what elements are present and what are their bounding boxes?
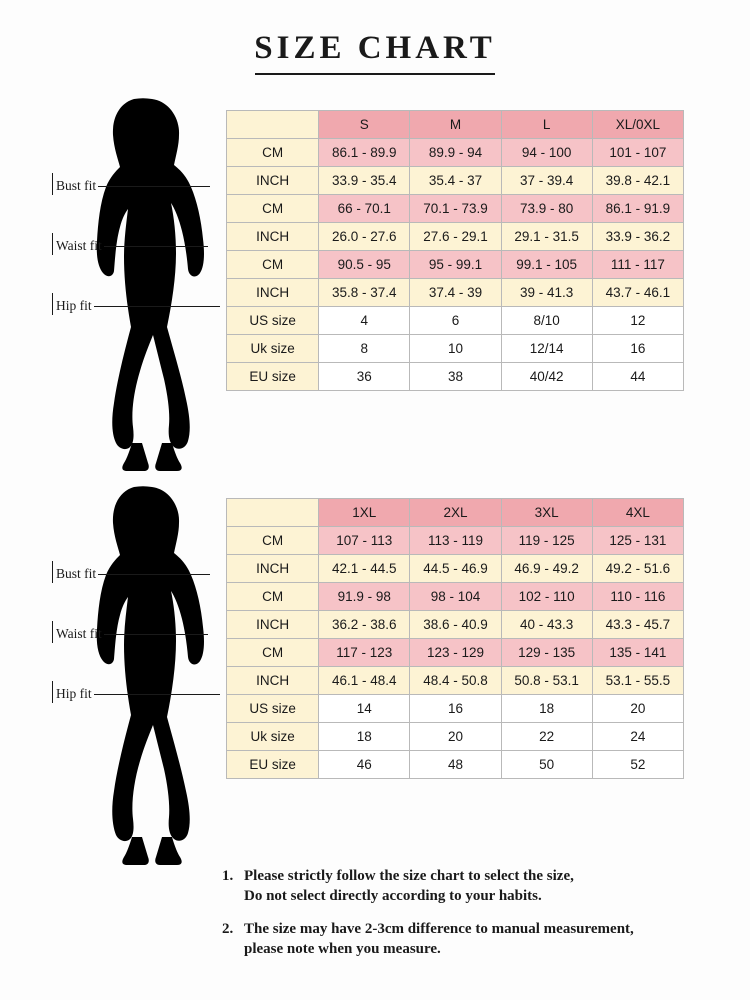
table-row	[227, 363, 684, 391]
row-label: CM	[227, 583, 319, 611]
row-label: US size	[227, 307, 319, 335]
table-cell: 39 - 41.3	[501, 279, 592, 307]
header-size-4xl: 4XL	[592, 499, 683, 527]
table-cell: 44	[592, 363, 683, 391]
table-cell: 36	[319, 363, 410, 391]
table-cell: 20	[410, 723, 501, 751]
table-cell: 50	[501, 751, 592, 779]
table-cell: 48	[410, 751, 501, 779]
table-row	[227, 167, 684, 195]
table-cell: 135 - 141	[592, 639, 683, 667]
table-cell: 42.1 - 44.5	[319, 555, 410, 583]
table-cell: 36.2 - 38.6	[319, 611, 410, 639]
table-cell: 86.1 - 89.9	[319, 139, 410, 167]
row-label: CM	[227, 639, 319, 667]
size-table-plus	[226, 498, 684, 779]
table-cell: 35.8 - 37.4	[319, 279, 410, 307]
callout-hip-1-line	[94, 306, 220, 307]
callout-waist-2	[56, 626, 102, 642]
table-cell: 117 - 123	[319, 639, 410, 667]
table-cell: 46.1 - 48.4	[319, 667, 410, 695]
table-cell: 66 - 70.1	[319, 195, 410, 223]
header-size-m: M	[410, 111, 501, 139]
table-row	[227, 195, 684, 223]
table-cell: 37 - 39.4	[501, 167, 592, 195]
table-body-2	[227, 527, 684, 779]
row-label: INCH	[227, 279, 319, 307]
table-cell: 91.9 - 98	[319, 583, 410, 611]
table-header-row-1	[227, 111, 684, 139]
table-cell: 129 - 135	[501, 639, 592, 667]
table-cell: 6	[410, 307, 501, 335]
note-item	[222, 866, 732, 907]
callout-bust-1-label: Bust fit	[56, 178, 97, 193]
table-cell: 39.8 - 42.1	[592, 167, 683, 195]
table-cell: 40 - 43.3	[501, 611, 592, 639]
table-cell: 49.2 - 51.6	[592, 555, 683, 583]
callout-hip-2-label: Hip fit	[56, 686, 92, 701]
callout-bust-2-tick	[52, 561, 53, 583]
callout-hip-1-label: Hip fit	[56, 298, 92, 313]
table-cell: 46	[319, 751, 410, 779]
row-label: CM	[227, 195, 319, 223]
size-table-standard	[226, 110, 684, 391]
table-cell: 48.4 - 50.8	[410, 667, 501, 695]
callout-waist-1-line	[104, 246, 208, 247]
title-underline	[255, 73, 495, 75]
table-cell: 90.5 - 95	[319, 251, 410, 279]
table-cell: 33.9 - 35.4	[319, 167, 410, 195]
table-row	[227, 335, 684, 363]
table-cell: 26.0 - 27.6	[319, 223, 410, 251]
table-header-row-2	[227, 499, 684, 527]
row-label: EU size	[227, 751, 319, 779]
table-row	[227, 639, 684, 667]
table-cell: 40/42	[501, 363, 592, 391]
table-cell: 20	[592, 695, 683, 723]
callout-hip-1	[56, 298, 92, 314]
table-cell: 44.5 - 46.9	[410, 555, 501, 583]
row-label: INCH	[227, 555, 319, 583]
row-label: EU size	[227, 363, 319, 391]
callout-bust-1-line	[98, 186, 210, 187]
note-line: Please strictly follow the size chart to select the size,	[244, 868, 574, 884]
row-label: INCH	[227, 611, 319, 639]
table-cell: 29.1 - 31.5	[501, 223, 592, 251]
table-cell: 94 - 100	[501, 139, 592, 167]
row-label: Uk size	[227, 723, 319, 751]
table-cell: 8/10	[501, 307, 592, 335]
table-row	[227, 251, 684, 279]
table-cell: 125 - 131	[592, 527, 683, 555]
table-cell: 33.9 - 36.2	[592, 223, 683, 251]
table-cell: 89.9 - 94	[410, 139, 501, 167]
table-cell: 8	[319, 335, 410, 363]
silhouette-graphic-2	[72, 479, 242, 869]
callout-bust-2-label: Bust fit	[56, 566, 97, 581]
table-cell: 14	[319, 695, 410, 723]
header-corner-1	[227, 111, 319, 139]
callout-bust-2	[56, 566, 96, 582]
header-size-2xl: 2XL	[410, 499, 501, 527]
size-block-standard	[0, 96, 750, 436]
table-cell: 12	[592, 307, 683, 335]
note-line: The size may have 2-3cm difference to manual measurement,	[244, 920, 634, 937]
header-corner-2	[227, 499, 319, 527]
female-silhouette-2	[72, 479, 232, 859]
table-cell: 52	[592, 751, 683, 779]
note-number: 2.	[222, 920, 234, 937]
callout-hip-1-tick	[52, 293, 53, 315]
female-silhouette-1	[72, 91, 232, 471]
table-cell: 16	[592, 335, 683, 363]
table-row	[227, 667, 684, 695]
callout-waist-1-label: Waist fit	[56, 238, 102, 253]
table-row	[227, 695, 684, 723]
callout-waist-2-tick	[52, 621, 53, 643]
row-label: INCH	[227, 167, 319, 195]
page-title: SIZE CHART	[254, 30, 496, 66]
table-row	[227, 583, 684, 611]
table-cell: 35.4 - 37	[410, 167, 501, 195]
row-label: CM	[227, 139, 319, 167]
table-body-1	[227, 139, 684, 391]
table-cell: 123 - 129	[410, 639, 501, 667]
row-label: US size	[227, 695, 319, 723]
table-cell: 98 - 104	[410, 583, 501, 611]
table-row	[227, 307, 684, 335]
table-cell: 110 - 116	[592, 583, 683, 611]
table-row	[227, 751, 684, 779]
note-number: 1.	[222, 868, 234, 884]
table-cell: 113 - 119	[410, 527, 501, 555]
table-cell: 38.6 - 40.9	[410, 611, 501, 639]
row-label: Uk size	[227, 335, 319, 363]
table-cell: 53.1 - 55.5	[592, 667, 683, 695]
table-cell: 99.1 - 105	[501, 251, 592, 279]
table-cell: 43.7 - 46.1	[592, 279, 683, 307]
table-cell: 46.9 - 49.2	[501, 555, 592, 583]
silhouette-graphic-1	[72, 91, 242, 471]
header-size-l: L	[501, 111, 592, 139]
table-cell: 111 - 117	[592, 251, 683, 279]
table-cell: 86.1 - 91.9	[592, 195, 683, 223]
table-cell: 50.8 - 53.1	[501, 667, 592, 695]
table-cell: 38	[410, 363, 501, 391]
row-label: CM	[227, 527, 319, 555]
callout-waist-2-line	[104, 634, 208, 635]
table-row	[227, 555, 684, 583]
callout-waist-2-label: Waist fit	[56, 626, 102, 641]
table-row	[227, 723, 684, 751]
note-line: please note when you measure.	[244, 940, 441, 957]
size-block-plus	[0, 484, 750, 824]
callout-bust-1-tick	[52, 173, 53, 195]
table-cell: 43.3 - 45.7	[592, 611, 683, 639]
table-cell: 16	[410, 695, 501, 723]
table-cell: 102 - 110	[501, 583, 592, 611]
row-label: INCH	[227, 223, 319, 251]
table-row	[227, 139, 684, 167]
callout-waist-1	[56, 238, 102, 254]
table-cell: 4	[319, 307, 410, 335]
table-row	[227, 527, 684, 555]
table-cell: 37.4 - 39	[410, 279, 501, 307]
table-cell: 70.1 - 73.9	[410, 195, 501, 223]
table-cell: 107 - 113	[319, 527, 410, 555]
table-row	[227, 223, 684, 251]
callout-hip-2-tick	[52, 681, 53, 703]
table-cell: 73.9 - 80	[501, 195, 592, 223]
table-cell: 24	[592, 723, 683, 751]
header-size-3xl: 3XL	[501, 499, 592, 527]
callout-waist-1-tick	[52, 233, 53, 255]
note-body	[244, 919, 634, 960]
header-size-1xl: 1XL	[319, 499, 410, 527]
table-cell: 95 - 99.1	[410, 251, 501, 279]
table-cell: 18	[319, 723, 410, 751]
callout-hip-2	[56, 686, 92, 702]
table-cell: 12/14	[501, 335, 592, 363]
callout-hip-2-line	[94, 694, 220, 695]
header-size-xl: XL/0XL	[592, 111, 683, 139]
table-row	[227, 611, 684, 639]
table-cell: 119 - 125	[501, 527, 592, 555]
table-cell: 22	[501, 723, 592, 751]
table-cell: 18	[501, 695, 592, 723]
table-cell: 27.6 - 29.1	[410, 223, 501, 251]
row-label: CM	[227, 251, 319, 279]
note-body	[244, 866, 574, 907]
note-item	[222, 919, 732, 960]
header-size-s: S	[319, 111, 410, 139]
notes-section	[222, 866, 732, 971]
note-line: Do not select directly according to your habits.	[244, 888, 542, 905]
table-cell: 10	[410, 335, 501, 363]
callout-bust-1	[56, 178, 96, 194]
row-label: INCH	[227, 667, 319, 695]
table-row	[227, 279, 684, 307]
callout-bust-2-line	[98, 574, 210, 575]
table-cell: 101 - 107	[592, 139, 683, 167]
